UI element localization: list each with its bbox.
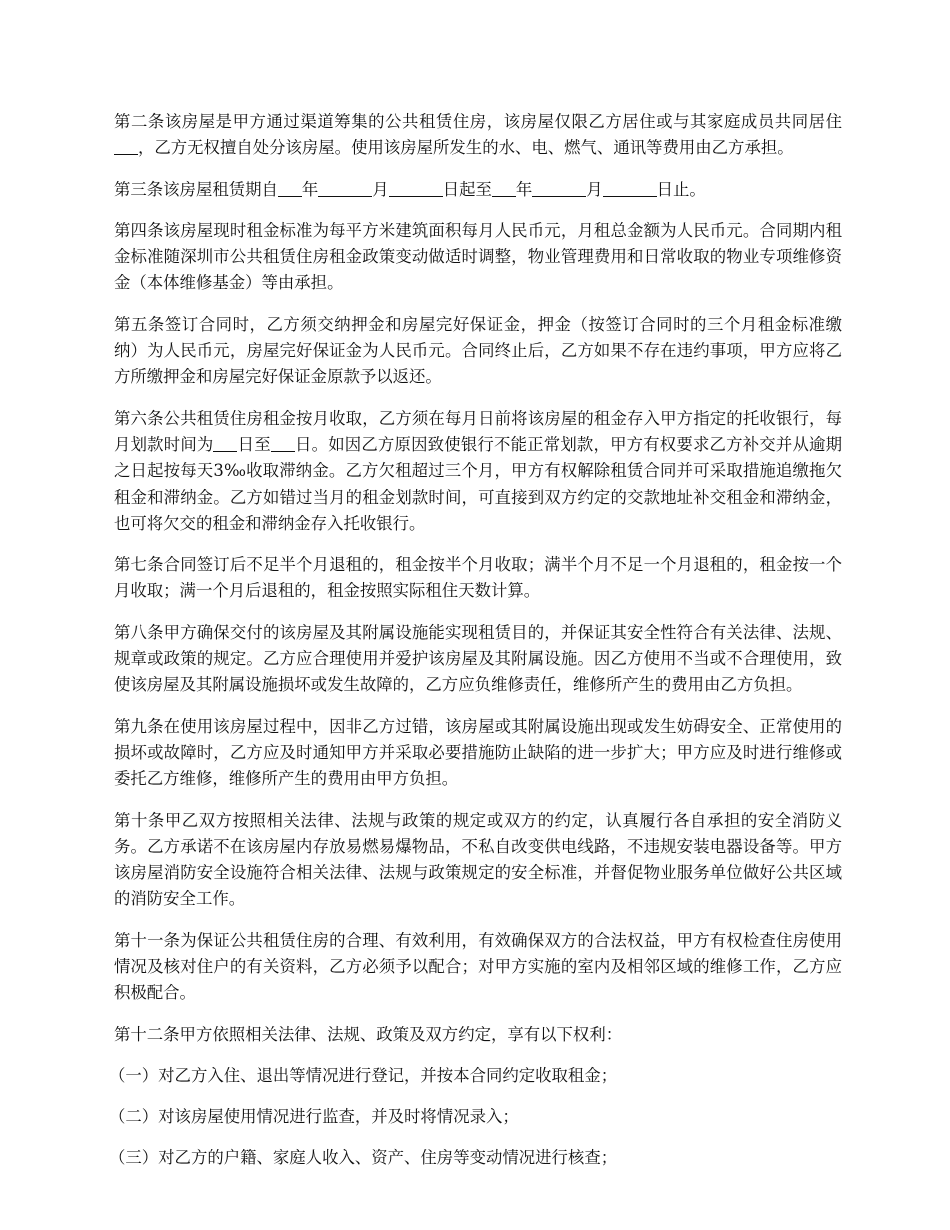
article-6 xyxy=(114,406,842,537)
blank-end-month xyxy=(532,179,586,196)
article-9: 第九条在使用该房屋过程中，因非乙方过错，该房屋或其附属设施出现或发生妨碍安全、正常使用的损坏或故障时，乙方应及时通知甲方并采取必要措施防止缺陷的进一步扩大；甲方应及时进行维修或委托乙方维修，维修所产生的费用由甲方负担。 xyxy=(114,716,842,789)
article-3-text-a: 第三条该房屋租赁期自 xyxy=(114,179,278,199)
article-8: 第八条甲方确保交付的该房屋及其附属设施能实现租赁目的，并保证其安全性符合有关法律、法规、规章或政策的规定。乙方应合理使用并爱护该房屋及其附属设施。因乙方使用不当或不合理使用，致使该房屋及其附属设施损坏或发生故障的，乙方应负维修责任，维修所产生的费用由乙方负担。 xyxy=(114,622,842,695)
article-2 xyxy=(114,109,842,162)
article-6-text-b: 日至 xyxy=(237,434,271,454)
article-3-text-d: 日起至 xyxy=(442,179,492,199)
article-12: 第十二条甲方依照相关法律、法规、政策及双方约定，享有以下权利： xyxy=(114,1024,623,1044)
contract-page xyxy=(109,109,843,1185)
article-5: 第五条签订合同时，乙方须交纳押金和房屋完好保证金，押金（按签订合同时的三个月租金标准缴纳）为人民币元，房屋完好保证金为人民币元。合同终止后，乙方如果不存在违约事项，甲方应将乙方所缴押金和房屋完好保证金原款予以返还。 xyxy=(114,314,842,387)
list-item: （二）对该房屋使用情况进行监查，并及时将情况录入； xyxy=(109,1106,519,1126)
blank-field xyxy=(114,138,138,155)
article-3-text-c: 月 xyxy=(372,179,389,199)
article-6-text-c: 日。如因乙方原因致使银行不能正常划款，甲方有权要求乙方补交并从逾期之日起按每天3‰收取滞纳金。乙方欠租超过三个月，甲方有权解除租赁合同并可采取措施追缴拖欠租金和滞纳金。乙方如错过当月的租金划款时间，可直接到双方约定的交款地址补交租金和滞纳金，也可将欠交的租金和滞纳金存入托收银行。 xyxy=(114,434,843,533)
article-2-text-b: ，乙方无权擅自处分该房屋。使用该房屋所发生的水、电、燃气、通讯等费用由乙方承担。 xyxy=(138,138,794,158)
article-3 xyxy=(114,177,842,203)
list-item: （三）对乙方的户籍、家庭人收入、资产、住房等变动情况进行核查； xyxy=(109,1147,618,1167)
blank-end-day xyxy=(603,179,657,196)
blank-to-day xyxy=(271,435,295,452)
blank-start-year xyxy=(278,179,302,196)
blank-start-month xyxy=(318,179,372,196)
article-7: 第七条合同签订后不足半个月退租的，租金按半个月收取；满半个月不足一个月退租的，租金按一个月收取；满一个月后退租的，租金按照实际租住天数计算。 xyxy=(114,555,842,601)
article-11: 第十一条为保证公共租赁住房的合理、有效利用，有效确保双方的合法权益，甲方有权检查住房使用情况及核对住户的有关资料，乙方必须予以配合；对甲方实施的室内及相邻区域的维修工作，乙方应积极配合。 xyxy=(114,930,842,1003)
article-3-text-b: 年 xyxy=(301,179,319,199)
article-4: 第四条该房屋现时租金标准为每平方米建筑面积每月人民币元，月租总金额为人民币元。合同期内租金标准随深圳市公共租赁住房租金政策变动做适时调整，物业管理费用和日常收取的物业专项维修资金（本体维修基金）等由承担。 xyxy=(114,220,842,293)
blank-end-year xyxy=(492,179,516,196)
blank-start-day xyxy=(389,179,443,196)
article-2-text-a: 第二条该房屋是甲方通过渠道筹集的公共租赁住房，该房屋仅限乙方居住或与其家庭成员共同居住 xyxy=(114,112,842,131)
article-3-text-f: 月 xyxy=(586,179,603,199)
article-6-text-a: 第六条公共租赁住房租金按月收取，乙方须在每月日前将该房屋的租金存入甲方指定的托收银行，每月划款时间为 xyxy=(114,408,842,454)
list-item: （一）对乙方入住、退出等情况进行登记，并按本合同约定收取租金； xyxy=(109,1065,618,1085)
blank-from-day xyxy=(213,435,237,452)
article-3-text-e: 年 xyxy=(515,179,533,199)
article-10: 第十条甲乙双方按照相关法律、法规与政策的规定或双方的约定，认真履行各自承担的安全消防义务。乙方承诺不在该房屋内存放易燃易爆物品，不私自改变供电线路，不违规安装电器设备等。甲方该房屋消防安全设施符合相关法律、法规与政策规定的安全标准，并督促物业服务单位做好公共区域的消防安全工作。 xyxy=(114,810,842,909)
article-3-text-g: 日止。 xyxy=(656,179,706,199)
